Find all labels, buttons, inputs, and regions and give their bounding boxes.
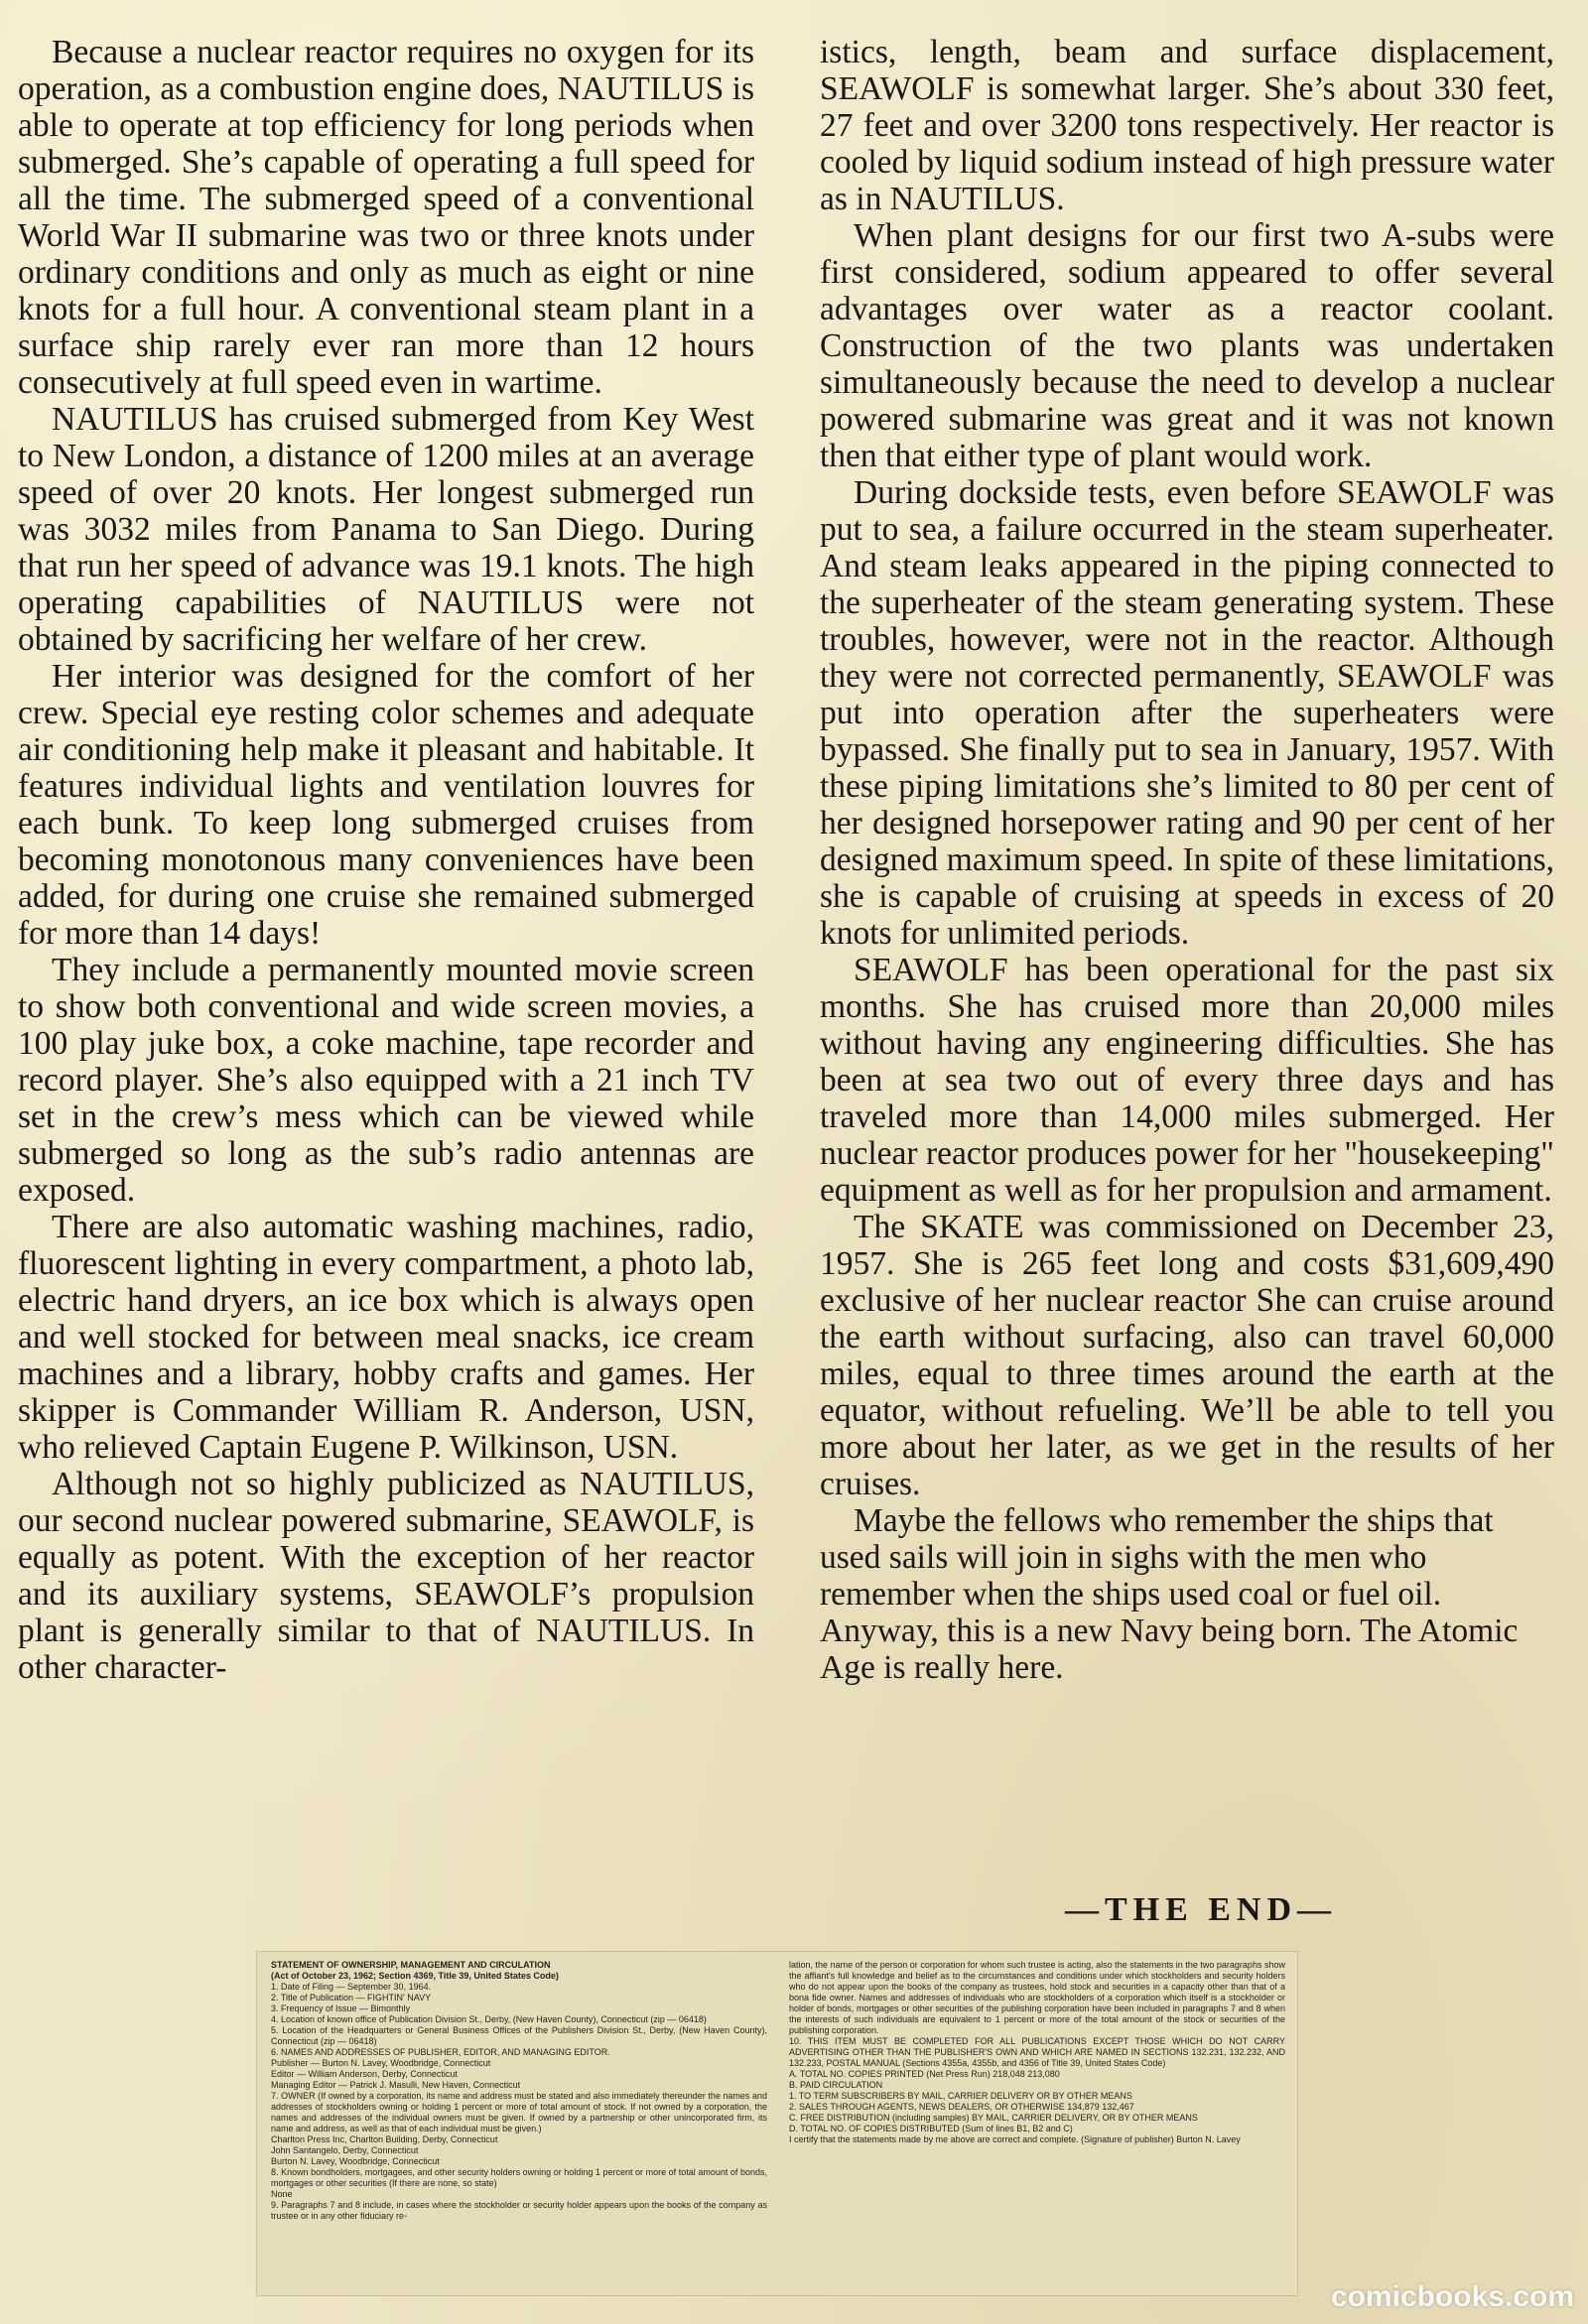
article-paragraph: The SKATE was commissioned on December 23, 1957. She is 265 feet long and costs $31,609,490 exclusive of her nuclear reactor She can cruise around the earth without surfacing, also can travel 60,000 miles, equal to three times around the earth at the equator, without refueling. We’ll be able to tell you more about her later, as we get in the results of her cruises. — [820, 1209, 1554, 1502]
article-paragraph: There are also automatic washing machines, radio, fluorescent lighting in every compartment, a photo lab, electric hand dryers, an ice box which is always open and well stocked for between meal snacks, ice cream machines and a library, hobby crafts and games. Her skipper is Commander William R. Anderson, USN, who relieved Captain Eugene P. Wilkinson, USN. — [18, 1209, 754, 1466]
statement-line: D. TOTAL NO. OF COPIES DISTRIBUTED (Sum of lines B1, B2 and C) — [789, 2124, 1073, 2133]
statement-line: 7. OWNER (If owned by a corporation, its name and address must be stated and also immediately thereunder the names and addresses of stockholders owning or holding 1 percent or more of total amount of stock. If not owned by a corporation, the names and addresses of the individual owners must be given. If owned by a partnership or other unincorporated firm, its name and address, as well as that of each individual must be given.) — [271, 2091, 767, 2133]
statement-line: I certify that the statements made by me above are correct and complete. (Signature of publisher) Burton N. Lavey — [789, 2134, 1241, 2144]
statement-line: 1. TO TERM SUBSCRIBERS BY MAIL, CARRIER DELIVERY OR BY OTHER MEANS — [789, 2091, 1132, 2101]
article-right-column — [820, 34, 1554, 1686]
article-paragraph: When plant designs for our first two A-subs were first considered, sodium appeared to offer several advantages over water as a reactor coolant. Construction of the two plants was undertaken simultaneously because the need to develop a nuclear powered submarine was great and it was not known then that either type of plant would work. — [820, 217, 1554, 474]
article-paragraph-continuation: istics, length, beam and surface displacement, SEAWOLF is somewhat larger. She’s about 330 feet, 27 feet and over 3200 tons respectively. Her reactor is cooled by liquid sodium instead of high pressure water as in NAUTILUS. — [820, 34, 1554, 217]
statement-line: lation, the name of the person or corporation for whom such trustee is acting, also the statements in the two paragraphs show the affiant's full knowledge and belief as to the circumstances and conditions under which stockholders and security holders who do not appear upon the books of the company as trustees, hold stock and securities in a capacity other than that of a bona fide owner. Names and addresses of individuals who are stockholders of a corporation which itself is a stockholder or holder of bonds, mortgages or other securities of the publishing corporation have been included in paragraphs 7 and 8 when the interests of such individuals are equivalent to 1 percent or more of the total amount of the stock or securities of the publishing corporation. — [789, 1960, 1285, 2035]
statement-line: C. FREE DISTRIBUTION (including samples) BY MAIL, CARRIER DELIVERY, OR BY OTHER MEANS — [789, 2113, 1198, 2123]
statement-line: 2. Title of Publication — FIGHTIN' NAVY — [271, 1993, 432, 2002]
statement-line: Burton N. Lavey, Woodbridge, Connecticut — [271, 2156, 440, 2166]
article-paragraph: Her interior was designed for the comfort of her crew. Special eye resting color schemes and adequate air conditioning help make it pleasant and habitable. It features individual lights and ventilation louvres for each bunk. To keep long submerged cruises from becoming monotonous many conveniences have been added, for during one cruise she remained submerged for more than 14 days! — [18, 658, 754, 952]
statement-line: B. PAID CIRCULATION — [789, 2080, 883, 2090]
statement-line: Editor — William Anderson, Derby, Connecticut — [271, 2069, 458, 2079]
article-paragraph: During dockside tests, even before SEAWOLF was put to sea, a failure occurred in the steam superheater. And steam leaks appeared in the piping connected to the superheater of the steam generating system. These troubles, however, were not in the reactor. Although they were not corrected permanently, SEAWOLF was put into operation after the superheaters were bypassed. She finally put to sea in January, 1957. With these piping limitations she’s limited to 80 per cent of her designed horsepower rating and 90 per cent of her designed maximum speed. In spite of these limitations, she is capable of cruising at speeds in excess of 20 knots for unlimited periods. — [820, 474, 1554, 952]
statement-line: 1. Date of Filing — September 30, 1964. — [271, 1982, 432, 1992]
ownership-statement — [256, 1951, 1298, 2296]
statement-line: 4. Location of known office of Publication Division St., Derby, (New Haven County), Connecticut (zip — 06418) — [271, 2014, 707, 2024]
ownership-statement-title: STATEMENT OF OWNERSHIP, MANAGEMENT AND CIRCULATION — [271, 1960, 551, 1970]
statement-line: 3. Frequency of Issue — Bimonthly — [271, 2003, 411, 2013]
statement-line: None — [271, 2189, 293, 2199]
ownership-statement-left — [271, 1960, 767, 2222]
article-paragraph: NAUTILUS has cruised submerged from Key West to New London, a distance of 1200 miles at an average speed of over 20 knots. Her longest submerged run was 3032 miles from Panama to San Diego. During that run her speed of advance was 19.1 knots. The high operating capabilities of NAUTILUS were not obtained by sacrificing her welfare of her crew. — [18, 401, 754, 658]
statement-line: Managing Editor — Patrick J. Masulli, New Haven, Connecticut — [271, 2080, 521, 2090]
article-paragraph: They include a permanently mounted movie screen to show both conventional and wide screen movies, a 100 play juke box, a coke machine, tape recorder and record player. She’s also equipped with a 21 inch TV set in the crew’s mess which can be viewed while submerged so long as the sub’s radio antennas are exposed. — [18, 952, 754, 1209]
statement-line: 5. Location of the Headquarters or General Business Offices of the Publishers Division St., Derby, (New Haven County), Connecticut (zip — 06418) — [271, 2025, 767, 2046]
statement-line: John Santangelo, Derby, Connecticut — [271, 2145, 419, 2155]
article-paragraph: Because a nuclear reactor requires no oxygen for its operation, as a combustion engine does, NAUTILUS is able to operate at top efficiency for long periods when submerged. She’s capable of operating a full speed for all the time. The submerged speed of a conventional World War II submarine was two or three knots under ordinary conditions and only as much as eight or nine knots for a full hour. A conventional steam plant in a surface ship rarely ever ran more than 12 hours consecutively at full speed even in wartime. — [18, 34, 754, 401]
ownership-statement-right — [789, 1960, 1285, 2145]
article-paragraph: Maybe the fellows who remember the ships that used sails will join in sighs with the men who remember when the ships used coal or fuel oil. Anyway, this is a new Navy being born. The Atomic Age is really here. — [820, 1502, 1519, 1686]
statement-line: 10. THIS ITEM MUST BE COMPLETED FOR ALL PUBLICATIONS EXCEPT THOSE WHICH DO NOT CARRY ADVERTISING OTHER THAN THE PUBLISHER'S OWN AND WHICH ARE NAMED IN SECTIONS 132.231, 132.232, AND 132.233, POSTAL MANUAL (Sections 4355a, 4355b, and 4356 of Title 39, United States Code) — [789, 2036, 1285, 2068]
statement-line: Publisher — Burton N. Lavey, Woodbridge, Connecticut — [271, 2058, 491, 2068]
ownership-statement-subtitle: (Act of October 23, 1962; Section 4369, Title 39, United States Code) — [271, 1971, 559, 1981]
statement-line: 2. SALES THROUGH AGENTS, NEWS DEALERS, OR OTHERWISE 134,879 132,467 — [789, 2102, 1134, 2112]
statement-line: 8. Known bondholders, mortgagees, and other security holders owning or holding 1 percent or more of total amount of bonds, mortgages or other securities (If there are none, so state) — [271, 2167, 767, 2188]
article-paragraph: SEAWOLF has been operational for the past six months. She has cruised more than 20,000 miles without having any engineering difficulties. She has been at sea two out of every three days and has traveled more than 14,000 miles submerged. Her nuclear reactor produces power for her "housekeeping" equipment as well as for her propulsion and armament. — [820, 952, 1554, 1209]
article-left-column — [18, 34, 754, 1686]
statement-line: 6. NAMES AND ADDRESSES OF PUBLISHER, EDITOR, AND MANAGING EDITOR. — [271, 2047, 610, 2057]
article-paragraph: Although not so highly publicized as NAUTILUS, our second nuclear powered submarine, SEAWOLF, is equally as potent. With the exception of her reactor and its auxiliary systems, SEAWOLF’s propulsion plant is generally similar to that of NAUTILUS. In other character- — [18, 1466, 754, 1686]
the-end-label: —THE END— — [1064, 1891, 1338, 1928]
site-watermark: comicbooks.com — [1330, 2280, 1574, 2313]
statement-line: Charlton Press Inc, Charlton Building, Derby, Connecticut — [271, 2134, 498, 2144]
statement-line: 9. Paragraphs 7 and 8 include, in cases where the stockholder or security holder appears upon the books of the company as trustee or in any other fiduciary re- — [271, 2200, 767, 2221]
statement-line: A. TOTAL NO. COPIES PRINTED (Net Press Run) 218,048 213,080 — [789, 2069, 1060, 2079]
